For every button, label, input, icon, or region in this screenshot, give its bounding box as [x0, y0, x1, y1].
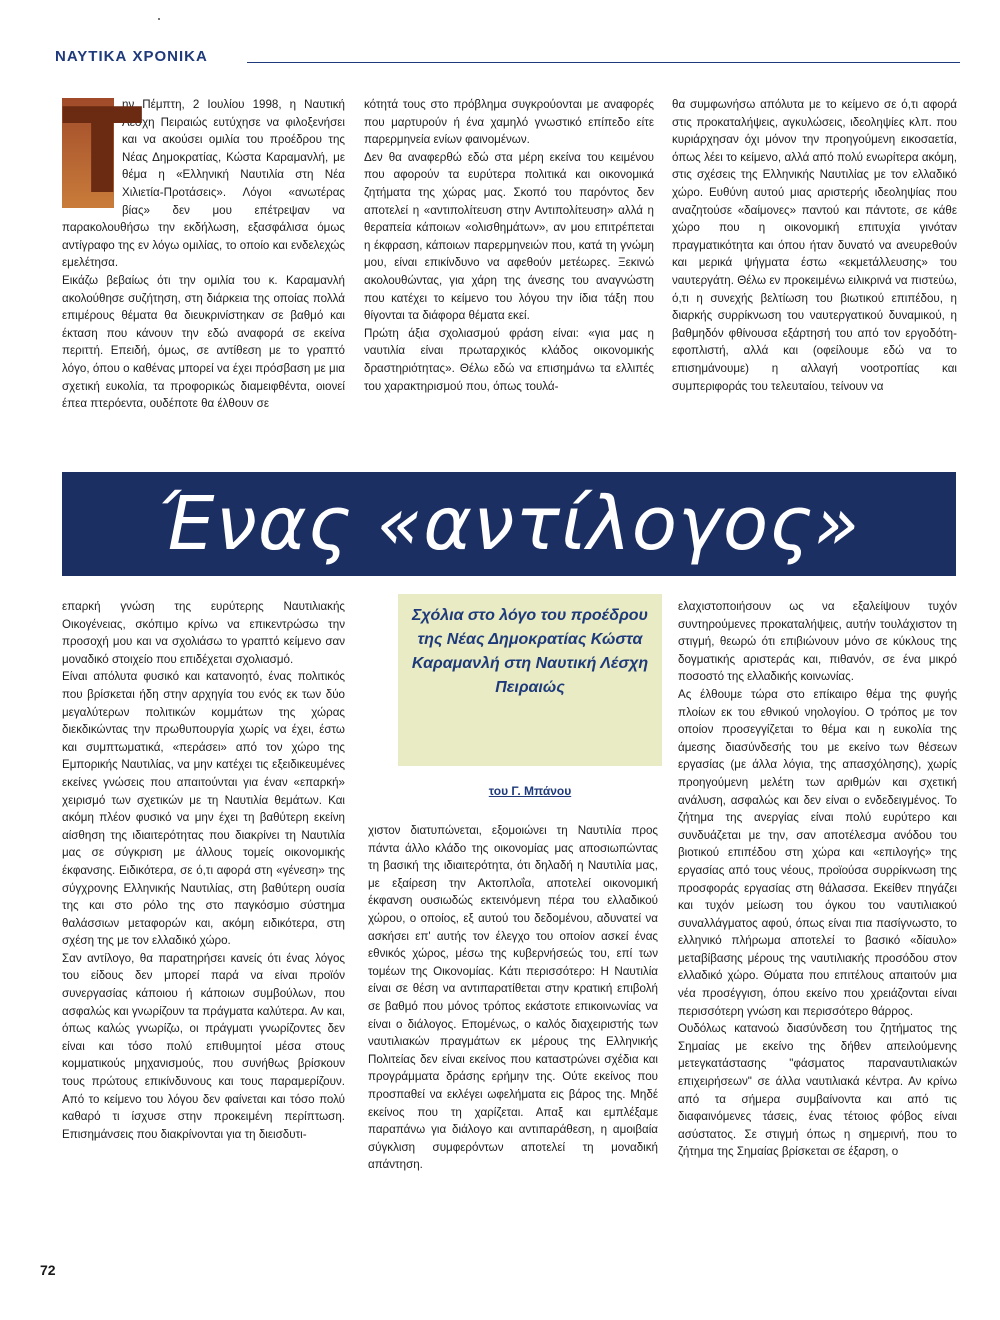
- column-bottom-right: [678, 598, 957, 1161]
- column-top-left: [62, 82, 345, 413]
- paragraph: Ουδόλως κατανοώ διασύνδεση του ζητήματος της Σημαίας με εκείνο της δήθεν απειλούμενης μετεγκατάστασης "φάσματος παραναυτιλιακών επιχειρήσεων" σε άλλα ναυτιλιακά κέντρα. Αν κρίνω από τα σήμερα συμβαίνοντα και από τις διαφαινόμενες τάσεις, ένας τέτοιος φόβος είναι ασύστατος. Σε στιγμή όπως η σημερινή, που το ζήτημα της Σημαίας βρίσκεται σε έξαρση, ο: [678, 1022, 957, 1159]
- column-bottom-left: [62, 598, 345, 1143]
- article-title: Ένας «αντίλογος»: [157, 481, 861, 567]
- print-mark: [158, 18, 160, 20]
- article-subtitle: Σχόλια στο λόγο του προέδρου της Νέας Δημοκρατίας Κώστα Καραμανλή στη Ναυτική Λέσχη Πειραιώς: [411, 607, 649, 696]
- page-number: 72: [40, 1262, 56, 1278]
- paragraph: ελαχιστοποιήσουν ως να εξαλείψουν τυχόν συντηρούμενες προκαταλήψεις, αυτήν τουλάχιστον τη στιγμή, θεωρώ ότι επιβιώνουν μόνο σε κύκλους της δογματικής αριστεράς και, πιθανόν, σε ένα μικρό ποσοστό της ελλαδικής κοινωνίας.: [678, 600, 957, 684]
- drop-cap-letter: Τ: [62, 82, 143, 220]
- paragraph: Ας έλθουμε τώρα στο επίκαιρο θέμα της φυγής πλοίων εκ του εθνικού νηολογίου. Ο τρόπος με τον οποίον προσεγγίζεται το θέμα και η ευκολία της άμεσης διασύνδεσής του με εκείνο των θέσεων εργασίας (με άλλα λόγια, της απασχόλησης), χωρίς προηγούμενη μελέτη των αριθμών και σχετική ανάλυση, ασφαλώς και δεν είναι ο ενδεδειγμένος. Το ζήτημα της ανεργίας είναι πολύ ευρύτερο και συνδυάζεται με την, σαν αποτέλεσμα ανόδου του βιοτικού επιπέδου στη χώρα και «επιλογής» της εργασίας από τους νέους, προϊούσα συρρίκνωση της προσφοράς εργασίας στη θάλασσα. Εκείθεν πηγάζει και τυχόν μείωση του όγκου του ναυτιλιακού συναλλάγματος αφού, όπως είναι πια πασίγνωστο, το ελληνικό πλήρωμα αποτελεί το βασικό «δίαυλο» μεταβίβασης μέρους της ναυτιλιακής προσόδου στον ελλαδικό χώρο. Θύματα που επιτέλους απαιτούν μια νέα προσέγγιση, όπου εκείνο που χρειάζονται είναι περισσότερη γνώση και περισσότερο θάρρος.: [678, 687, 957, 1018]
- paragraph: Πρώτη άξια σχολιασμού φράση είναι: «για μας η ναυτιλία είναι πρωταρχικός κλάδος οικονομικής δραστηριότητας». Θέλω εδώ να επισημάνω τα ελλιπές του χαρακτηρισμού που, όπως τουλά-: [364, 326, 654, 393]
- page-header: [55, 48, 960, 70]
- column-top-middle: [364, 96, 654, 395]
- paragraph: Σαν αντίλογο, θα παρατηρήσει κανείς ότι ένας λόγος του είδους δεν μπορεί παρά να είναι προϊόν συνεργασίας κάποιου ή κάποιων συμβούλων, που ασφαλώς και γνωρίζουν τα πράγματα καλύτερα. Αν και, όπως καλώς γνωρίζω, οι πράγματι γνωρίζοντες δεν είναι και τόσο πολύ επιθυμητοί μέσα στους κομματικούς μηχανισμούς, που συνήθως βρίσκουν τους πρώτους επικίνδυνους και τους παραμερίζουν. Από το κείμενο του λόγου δεν φαίνεται και τόσο πολύ καθαρό τι ίσχυσε στην προκειμένη περίπτωση. Επισημάνσεις που διακρίνονται για τη διεισδυτι-: [62, 951, 345, 1141]
- title-banner: [62, 472, 956, 576]
- column-bottom-middle: [368, 822, 658, 1174]
- subtitle-box: [398, 594, 662, 766]
- paragraph: Δεν θα αναφερθώ εδώ στα μέρη εκείνα του κειμένου που αφορούν τα ευρύτερα πολιτικά και οικονομικά ζητήματα της χώρας μας. Σκοπό του παρόντος δεν αποτελεί η «αντιπολίτευση στην Αντιπολίτευση» αλλά η θεραπεία κάποιων «ολισθημάτων», αν μου επιτρέπεται η έκφραση, κάποιων παρερμηνειών που, κατά τη γνώμη μου, είναι επικίνδυνο να αφεθούν μετέωρες. Ξεκινώ ακολουθώντας, για χάρη της άνεσης του αναγνώστη που κατέχει το κείμενο του λόγου την ίδια τάξη που θίγονται τα διάφορα θέματα εκεί.: [364, 150, 654, 323]
- column-top-right: [672, 96, 957, 395]
- paragraph: Εικάζω βεβαίως ότι την ομιλία του κ. Καραμανλή ακολούθησε συζήτηση, στη διάρκεια της οποίας πολλά επιμέρους θέματα θα διευκρινίστηκαν σε βαθμό και έκταση που κάνουν την εδώ αναφορά σε εκείνα περιττή. Επειδή, όμως, σε αντίθεση με το γραπτό λόγο, όπου ο καθένας μπορεί να έχει πρόσβαση με μια σχετική ευκολία, τα προφορικώς διαμειφθέντα, οιονεί έπεα πτερόεντα, ουδέποτε θα έλθουν σε: [62, 273, 345, 411]
- paragraph: επαρκή γνώση της ευρύτερης Ναυτιλιακής Οικογένειας, σκόπιμο κρίνω να επικεντρώσω την προσοχή μου και να σχολιάσω το γραπτό κείμενο σαν μοναδικό στοιχείο που επιδέχεται σχολιασμό.: [62, 600, 345, 666]
- paragraph: χιστον διατυπώνεται, εξομοιώνει τη Ναυτιλία προς πάντα άλλο κλάδο της οικονομίας μας αποσιωπώντας τη βασική της ιδιαιτερότητα, ότι δηλαδή η Ναυτιλία μας, με εξαίρεση την Ακτοπλοΐα, αποτελεί οικονομική έκφανση ουσιωδώς εκτεινόμενη πέρα του ελλαδικού χώρου, ο οποίος, εξ αυτού του δεδομένου, αδυνατεί να ασκήσει επ' αυτής τον έλεγχο του οποίον ασκεί ένας εθνικός χώρος, μέσω της κυβερνήσεώς του, επί των τομέων της Οικονομίας. Κάτι περισσότερο: Η Ναυτιλία είναι σε θέση να αντιπαρατίθεται στην κρατική επιβολή σε βαθμό που μόνος τρόπος εκάστοτε επικοινωνίας να είναι ο διάλογος. Επομένως, ο καλός διαχειριστής των ναυτιλιακών πραγμάτων εκ μέρους της Ελληνικής Πολιτείας δεν είναι εκείνος που καταστρώνει σχέδια και προγράμματα δράσης ερήμην της. Ούτε εκείνος που προσπαθεί να εκλέγει ωφελήματα εις βάρος της. Μηδέ εκείνος που τη χαρίζεται. Απαξ και εμπλέξαμε παραπάνω για διάλογο και αντιπαράθεση, η αμοιβαία σύγκλιση συμφερόντων αποτελεί τη μοναδική απάντηση.: [368, 824, 658, 1172]
- author-byline: του Γ. Μπάνου: [488, 784, 572, 798]
- drop-cap: [62, 82, 143, 220]
- header-rule: [247, 62, 960, 63]
- paragraph: θα συμφωνήσω απόλυτα με το κείμενο σε ό,τι αφορά στις προκαταλήψεις, αγκυλώσεις, ιδεοληψίες κλπ. που κυριάρχησαν όχι μόνον την προηγούμενη εικοσαετία, όπως λέει το κείμενο, αλλά από πολύ ενωρίτερα ακόμη, στις σχέσεις της Ελληνικής Ναυτιλίας με τον ελλαδικό χώρο. Ευθύνη αυτού μιας αριστερής ιδεοληψίας που αναζητούσε «δαίμονες» παντού και πάντοτε, σε κάθε χώρο που η οικονομική επιτυχία γινόταν πραγματικότητα και όπου ήταν δυνατό να ανευρεθούν και μερικά ψήγματα έστω «εκμετάλλευσης» του ναυτεργάτη. Θέλω εν προκειμένω ειλικρινά να πιστεύω, ό,τι η συνεχής βελτίωση του βιωτικού επιπέδου, η διαρκής συρρίκνωση του ναυτεργατικού δυναμικού, η βαθμηδόν φθίνουσα εξάρτησή του από τον εργοδότη-εφοπλιστή, αλλά και (οφείλουμε εδώ να το επισημάνουμε) η αλλαγή νοοτροπίας και συμπεριφοράς του τελευταίου, τείνουν να: [672, 98, 957, 393]
- paragraph: Είναι απόλυτα φυσικό και κατανοητό, ένας πολιτικός που βρίσκεται ήδη στην αρχηγία του ενός εκ των δύο μεγαλύτερων πολιτικών κομμάτων της χώρας διεκδικώντας την πρωθυπουργία χωρίς να έχει, έστω και συμπτωματικά, «περάσει» από τον χώρο της Εμπορικής Ναυτιλίας, να μην κατέχει τις εξειδικευμένες εκείνες γνώσεις που απαιτούνται για έναν «επαρκή» χειρισμό των σχετικών με τη Ναυτιλία θεμάτων. Και ακόμη πλέον φυσικό να μην έχει τη βαθύτερη εκείνη αίσθηση της ιδιαιτερότητας που διακρίνει τη Ναυτιλία μας σε σύγκριση με άλλους τομείς οικονομικής έκφανσης. Ειδικότερα, σε ό,τι αφορά στη «γένεση» της σύγχρονης Ελληνικής Ναυτιλίας, στη βαθύτερη ουσία της και στο ρόλο της στο παγκόσμιο σύστημα θαλάσσιων μεταφορών και, ακόμη ειδικότερα, στη σχέση της με τον ελλαδικό χώρο.: [62, 670, 345, 948]
- paragraph: ην Πέμπτη, 2 Ιουλίου 1998, η Ναυτική Λέσχη Πειραιώς ευτύχησε να φιλοξενήσει και να ακούσει ομιλία του προέδρου της Νέας Δημοκρατίας, Κώστα Καραμανλή, με θέμα η «Ελληνική Ναυτιλία στη Νέα Χιλιετία-Προτάσεις». Λόγοι «ανωτέρας βίας» δεν μου επέτρεψαν να παρακολουθήσω την εκδήλωση, εξασφάλισα όμως αντίγραφο της εν λόγω ομιλίας, το οποίο και ενδελεχώς εμελέτησα.: [62, 98, 345, 270]
- section-title: ΝΑΥΤΙΚΑ ΧΡΟΝΙΚΑ: [55, 48, 208, 65]
- paragraph: κότητά τους στο πρόβλημα συγκρούονται με αναφορές που μαρτυρούν ή ένα χαμηλό γνωστικό επίπεδο είτε παρερμηνεία ενίων φαινομένων.: [364, 98, 654, 147]
